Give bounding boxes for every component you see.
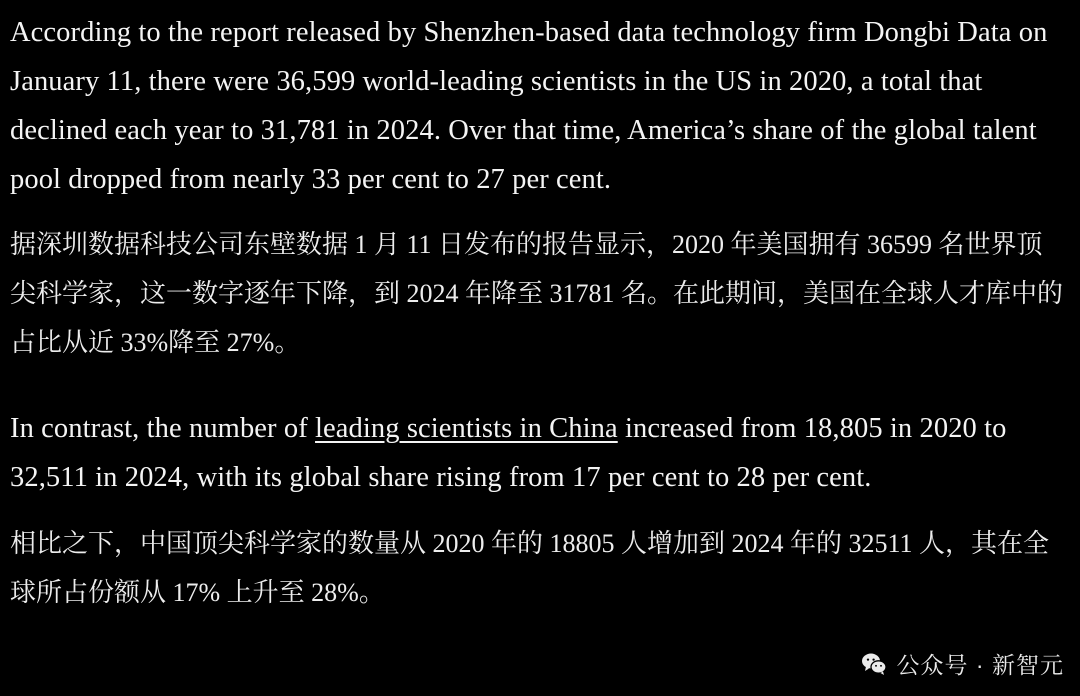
- paragraph-english-1: According to the report released by Shenzhen-based data technology firm Dongbi Data on January 11, there were 36,599 world-leading scientists in the US in 2020, a total that declined each year to 31,781 in 2024. Over that time, America’s share of the global talent pool dropped from nearly 33 per cent to 27 per cent.: [10, 17, 1048, 195]
- watermark: [861, 647, 1064, 680]
- wechat-icon: [861, 651, 887, 677]
- paragraph-chinese-1: 据深圳数据科技公司东壁数据 1 月 11 日发布的报告显示，2020 年美国拥有 36599 名世界顶尖科学家，这一数字逐年下降，到 2024 年降至 31781 名。在此期间，美国在全球人才库中的占比从近 33%降至 27%。: [10, 230, 1064, 357]
- watermark-label: 公众号 · 新智元: [896, 652, 1064, 678]
- paragraph-chinese-2: 相比之下，中国顶尖科学家的数量从 2020 年的 18805 人增加到 2024 年的 32511 人，其在全球所占份额从 17% 上升至 28%。: [10, 529, 1050, 607]
- paragraph-english-2-tail: increased from 18,805 in 2020 to 32,511 in 2024, with its global share rising from 17 per cent to 28 per cent.: [10, 413, 1007, 493]
- link-leading-scientists-in-china[interactable]: leading scientists in China: [315, 413, 618, 444]
- paragraph-english-2: [10, 404, 1066, 502]
- paragraph-english-2-lead: In contrast, the number of: [10, 413, 316, 444]
